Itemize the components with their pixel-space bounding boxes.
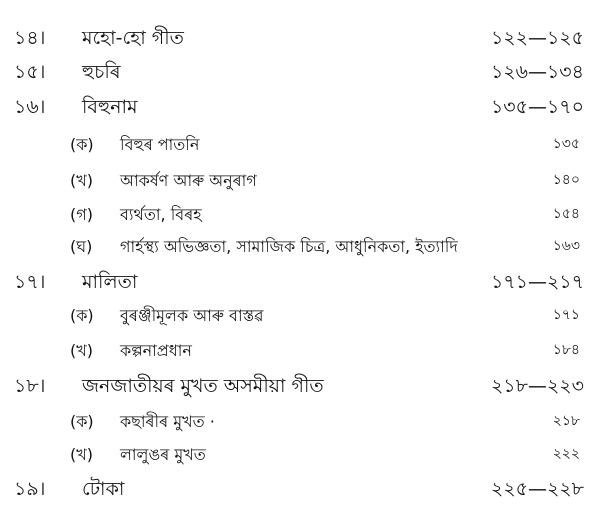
entry-number: (ক) [70, 306, 94, 325]
entry-number: ১৪। [14, 27, 46, 49]
toc-entry [0, 24, 600, 54]
entry-number: (খ) [70, 445, 93, 464]
entry-title: কছাৰীৰ মুখত · [120, 412, 215, 431]
entry-pages: ১২২—১২৫ [490, 27, 584, 49]
toc-subentry [0, 409, 600, 439]
entry-pages: ১৪০ [552, 172, 580, 188]
entry-title: বিহুৰ পাতনি [120, 135, 200, 154]
entry-number: ১৬। [14, 96, 46, 118]
entry-title: টোকা [82, 478, 125, 500]
toc-subentry [0, 234, 600, 264]
entry-number: (খ) [70, 171, 93, 190]
entry-number: (ক) [70, 412, 94, 431]
toc-subentry [0, 168, 600, 198]
entry-title: হুচৰি [82, 61, 121, 83]
entry-pages: ১৮৪ [552, 342, 580, 358]
entry-pages: ১৬৩ [552, 238, 580, 254]
entry-pages: ১৭১—২১৭ [490, 271, 584, 293]
entry-pages: ২১৮ [552, 413, 580, 429]
toc-entry [0, 93, 600, 123]
entry-title: আকৰ্ষণ আৰু অনুৰাগ [120, 171, 257, 190]
toc-subentry [0, 132, 600, 162]
toc-entry [0, 475, 600, 505]
entry-title: ব্যৰ্থতা, বিৰহ [120, 205, 202, 224]
toc-entry [0, 372, 600, 402]
entry-number: ১৯। [14, 478, 46, 500]
entry-pages: ১৭১ [552, 307, 580, 323]
entry-number: ১৮। [14, 375, 46, 397]
entry-number: ১৫। [14, 61, 46, 83]
toc-subentry [0, 303, 600, 333]
toc-entry [0, 58, 600, 88]
entry-number: ১৭। [14, 271, 46, 293]
entry-number: (খ) [70, 341, 93, 360]
entry-title: বুৰঞ্জীমূলক আৰু বাস্তৱ [120, 306, 264, 325]
entry-pages: ১৫৪ [552, 206, 580, 222]
entry-pages: ২২২ [552, 446, 580, 462]
entry-number: (গ) [70, 205, 93, 224]
toc-subentry [0, 442, 600, 472]
entry-pages: ২২৫—২২৮ [490, 478, 584, 500]
entry-pages: ১৩৫—১৭০ [490, 96, 584, 118]
entry-pages: ১৩৫ [552, 136, 580, 152]
entry-title: কল্পনাপ্ৰধান [120, 341, 192, 360]
entry-pages: ২১৮—২২৩ [490, 375, 584, 397]
toc-entry [0, 268, 600, 298]
entry-pages: ১২৬—১৩৪ [490, 61, 584, 83]
entry-title: গাৰ্হস্থ্য অভিজ্ঞতা, সামাজিক চিত্ৰ, আধুনিকতা, ইত্যাদি [120, 237, 458, 256]
entry-number: (ক) [70, 135, 94, 154]
entry-number: (ঘ) [70, 237, 93, 256]
entry-title: মহো-হো গীত [82, 27, 184, 49]
entry-title: জনজাতীয়ৰ মুখত অসমীয়া গীত [82, 375, 324, 397]
entry-title: লালুঙৰ মুখত [120, 445, 206, 464]
toc-subentry [0, 202, 600, 232]
entry-title: বিহুনাম [82, 96, 138, 118]
entry-title: মালিতা [82, 271, 138, 293]
toc-subentry [0, 338, 600, 368]
